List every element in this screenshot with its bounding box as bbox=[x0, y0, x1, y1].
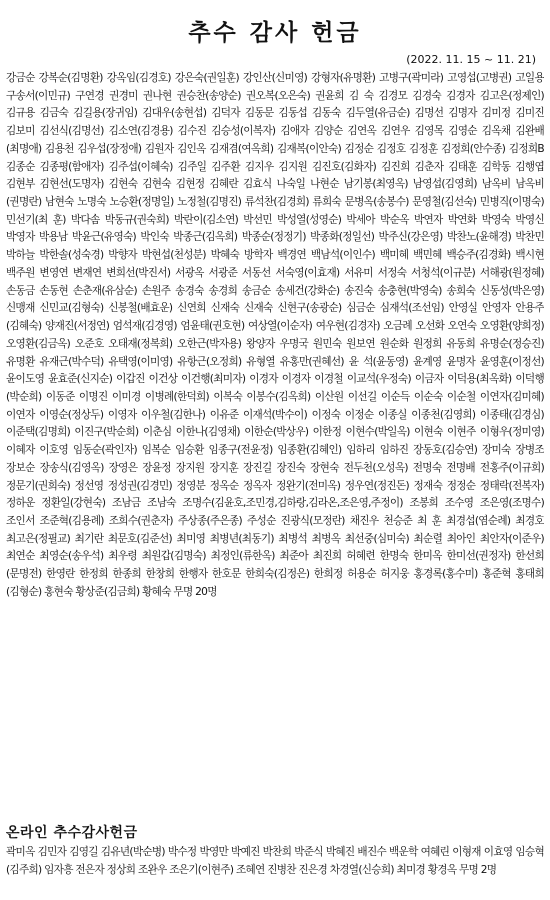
online-donor-list: 곽미옥 김민자 김영길 김유년(박순병) 박수정 박영만 박예진 박찬희 박준식 박혜진 배진수 백운학 여혜린 이형재 이효영 임승혁(김주희) 임자흥 전은자 정상희 조완우 조은기(이현주) 조혜연 진병찬 진은경 차경열(신승희) 최미경 황경옥 무명 2명 bbox=[6, 846, 544, 876]
donor-list: 강금순 강복순(김명환) 강옥임(김경호) 강은숙(권일훈) 강인산(신미영) 강형자(유명환) 고병구(곽미라) 고영섭(고병권) 고일용 구송서(이민규) 구연경 권경미 권나현 권승찬(송양순) 권오복(오은숙) 권윤희 김 숙 김경모 김경숙 김경자 김고은(정제인) 김규용 김금숙 김길용(장귀임) 김대우(송현섭) 김덕자 김동문 김동섭 김동숙 김두열(유금순) 김명선 김명자 김미정 김미진 김보미 김선식(김명선) 김소연(김경용) 김수진 김승성(이복자) 김애자 김양순 김연옥 김연우 김영목 김영순 김옥채 김완배(최명애) 김용천 김우섭(장정애) 김원자 김인옥 김재겸(여옥희) 김재복(이안숙) 김정순 김정호 김정훈 김정희(안수종) 김정희B 김종순 김종평(함애자) 김주섭(이혜숙) 김주일 김주환 김지우 김지원 김진호(김화자) 김진희 김춘자 김태훈 김학동 김행엽 김현부 김현선(도명자) 김현숙 김현숙 김현정 김혜란 김효식 나숙일 나현순 남기봉(최영옥) 남영섭(김영희) 남옥비 남옥비(권명란) 남현숙 노명숙 노승환(정명일) 노정철(김명진) 류석찬(김경희) 류희숙 문병옥(송봉수) 문영철(김선숙) 민병직(이명숙) 민선기(최 훈) 박다솜 박동규(권숙희) 박란이(김소연) 박선민 박성열(성영순) 박세아 박순옥 박연자 박연화 박영숙 박영신 박영자 박용남 박윤근(유영숙) 박인숙 박종근(김옥희) 박종순(정정기) 박종화(정일선) 박주신(강은영) 박찬노(윤해경) 박찬민 박하늘 박한솔(성숙경) 박향자 박현섭(천성분) 박혜숙 방학자 백경연 백남석(이인수) 백미혜 백민혜 백승주(김경화) 백시현 백주원 변영연 변재연 변희선(박진서) 서광옥 서광준 서동선 서숙영(이효재) 서유미 서정숙 서청석(이규분) 서해광(원정혜) 손동금 손동현 손춘재(유삼순) 손원주 송경숙 송경희 송금순 송세건(강화순) 송진숙 송충현(박영숙) 송희숙 신동성(박은영) 신맹재 신민교(김형숙) 신봉철(배효운) 신연희 신재숙 신재숙 신현구(송광순) 심금순 심재석(조선임) 안영실 안영자 안용주(김혜숙) 양재진(서정연) 엄석재(김경영) 엄윤태(권호현) 여상열(이순자) 여우현(김경자) 오금례 오선화 오연숙 오영환(양희정) 오영환(김금옥) 오준호 오태재(정복희) 오한근(박자용) 왕양자 우명국 원민숙 원보연 원순화 원정희 유동희 유명순(정승진) 유명환 유재근(박수덕) 유택영(이미영) 유항근(오정희) 유형열 유홍만(권혜선) 윤 석(윤동영) 윤계영 윤명자 윤영훈(이정선) 윤이도영 윤효준(신지순) 이갑진 이건상 이건행(최미자) 이경자 이경자 이경철 이교석(우정숙) 이금자 이덕용(최옥화) 이덕행(박순희) 이동준 이명진 이미경 이병례(한덕희) 이복숙 이봉수(김옥희) 이산원 이선길 이순득 이순숙 이순철 이연자(김미혜) 이연자 이영순(정상두) 이영자 이우철(김한나) 이유준 이재석(박수이) 이정숙 이정순 이종실 이종천(김영희) 이종태(김경심) 이준택(김명희) 이진구(박순희) 이춘심 이한나(김영채) 이한순(박상우) 이한정 이현수(박일옥) 이현숙 이현주 이형우(정미영) 이혜자 이호영 임동순(곽인자) 임복순 임승환 임종구(전윤정) 임종환(김혜인) 임하리 임하진 장동호(김승연) 장미숙 장병조 장보순 장송식(김영옥) 장영은 장윤정 장지원 장지훈 장진길 장진숙 장현숙 전두천(오성옥) 전명숙 전명배 전홍주(이규희) 정문기(권희숙) 정선영 정성권(김경민) 정영분 정옥순 정옥자 정완기(전미옥) 정우연(정진돈) 정재숙 정정순 정태락(전복자) 정하운 정환일(강현숙) 조남금 조남숙 조명수(김윤호,조민경,김하랑,김라온,조은영,주정이) 조봉희 조수영 조은영(조명수) 조인서 조준혁(김용례) 조희수(권춘자) 주상종(주은종) 주성순 진광식(모정란) 채진우 천승준 최 훈 최경섭(염순례) 최경호 최고은(정필교) 최기란 최문호(김준선) 최미영 최병년(최동기) 최병석 최병옥 최선중(심미숙) 최순렬 최아인 최안자(이준우) 최연순 최영순(송우석) 최우령 최원갑(김명숙) 최정인(류한옥) 최준아 최진희 허혜련 한명숙 한미옥 한미선(권정자) 한선희(문명전) 한영란 한정희 한종희 한창희 한행자 한호문 한희숙(김정은) 한희정 허용순 허지웅 홍경록(홍수미) 홍준혁 홍태희(김형순) 홍현숙 황상준(김금희) 황혜숙 무명 20명 bbox=[6, 72, 544, 598]
date-range: (2022. 11. 15 ~ 11. 21) bbox=[406, 53, 536, 66]
page-title: 추수 감사 헌금 bbox=[188, 20, 362, 46]
online-section-title: 온라인 추수감사헌금 bbox=[6, 825, 138, 841]
